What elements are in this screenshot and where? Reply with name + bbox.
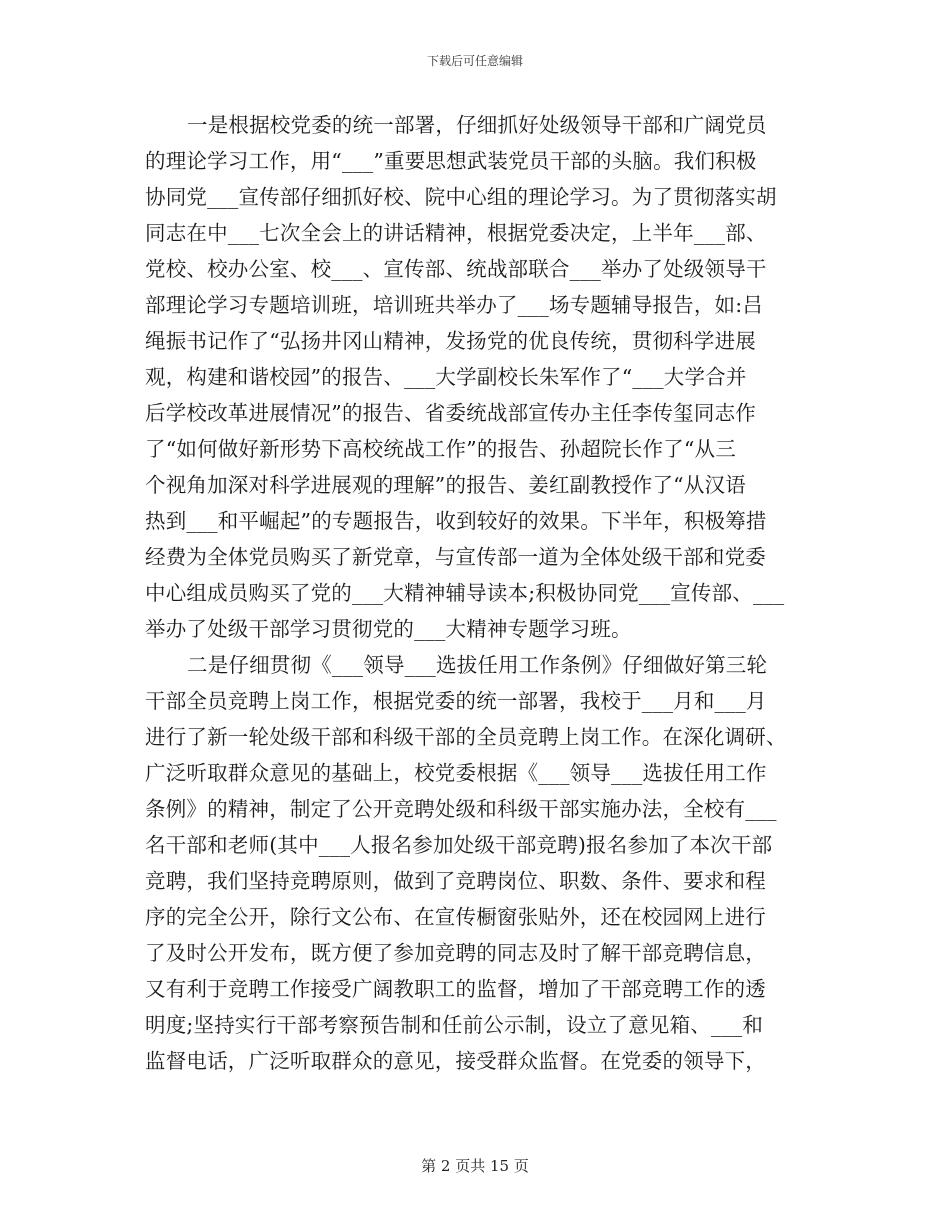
text-line: 了及时公开发布，既方便了参加竞聘的同志及时了解干部竞聘信息， [145,941,766,965]
header-text: 下载后可任意编辑 [426,54,523,68]
text-line: 举办了处级干部学习贯彻党的___大精神专题学习班。 [145,617,632,641]
text-line: 明度;坚持实行干部考察预告制和任前公示制，设立了意见箱、___和 [145,1013,764,1037]
text-line: 个视角加深对科学进展观的理解”的报告、姜红副教授作了“从汉语 [145,473,746,497]
text-line: 监督电话，广泛听取群众的意见，接受群众监督。在党委的领导下， [145,1049,766,1073]
text-line: 一是根据校党委的统一部署，仔细抓好处级领导干部和广阔党员 [187,113,767,137]
text-line: 名干部和老师(其中___人报名参加处级干部竞聘)报名参加了本次干部 [145,833,773,857]
text-line: 的理论学习工作，用“___”重要思想武装党员干部的头脑。我们积极 [145,149,757,173]
text-line: 绳振书记作了“弘扬井冈山精神，发扬党的优良传统，贯彻科学进展 [145,329,756,353]
page-header [0,53,950,69]
text-line: 干部全员竞聘上岗工作，根据党委的统一部署，我校于___月和___月 [145,689,767,713]
text-line: 党校、校办公室、校___、宣传部、统战部联合___举办了处级领导干 [145,257,767,281]
text-line: 部理论学习专题培训班，培训班共举办了___场专题辅导报告，如:吕 [145,293,764,317]
text-line: 同志在中___七次全会上的讲话精神，根据党委决定，上半年___部、 [145,221,767,245]
paragraph-2 [145,647,805,1079]
text-line: 进行了新一轮处级干部和科级干部的全员竞聘上岗工作。在深化调研、 [145,725,787,749]
text-line: 中心组成员购买了党的___大精神辅导读本;积极协同党___宣传部、___ [145,581,785,605]
text-line: 协同党___宣传部仔细抓好校、院中心组的理论学习。为了贯彻落实胡 [145,185,777,209]
text-line: 序的完全公开，除行文公布、在宣传橱窗张贴外，还在校园网上进行 [145,905,766,929]
text-line: 经费为全体党员购买了新党章，与宣传部一道为全体处级干部和党委 [145,545,766,569]
paragraph-1 [145,107,805,647]
text-line: 竞聘，我们坚持竞聘原则，做到了竞聘岗位、职数、条件、要求和程 [145,869,766,893]
text-line: 二是仔细贯彻《___领导___选拔任用工作条例》仔细做好第三轮 [187,653,768,677]
text-line: 广泛听取群众意见的基础上，校党委根据《___领导___选拔任用工作 [145,761,767,785]
document-body [145,107,805,1079]
text-line: 观，构建和谐校园”的报告、___大学副校长朱军作了“___大学合并 [145,365,747,389]
text-line: 又有利于竞聘工作接受广阔教职工的监督，增加了干部竞聘工作的透 [145,977,766,1001]
text-line: 热到___和平崛起”的专题报告，收到较好的效果。下半年，积极筹措 [145,509,767,533]
text-line: 条例》的精神，制定了公开竞聘处级和科级干部实施办法，全校有___ [145,797,777,821]
text-line: 了“如何做好新形势下高校统战工作”的报告、孙超院长作了“从三 [145,437,736,461]
page-number: 第 2 页共 15 页 [421,1157,529,1175]
text-line: 后学校改革进展情况”的报告、省委统战部宣传办主任李传玺同志作 [145,401,756,425]
page-footer [0,1156,950,1176]
